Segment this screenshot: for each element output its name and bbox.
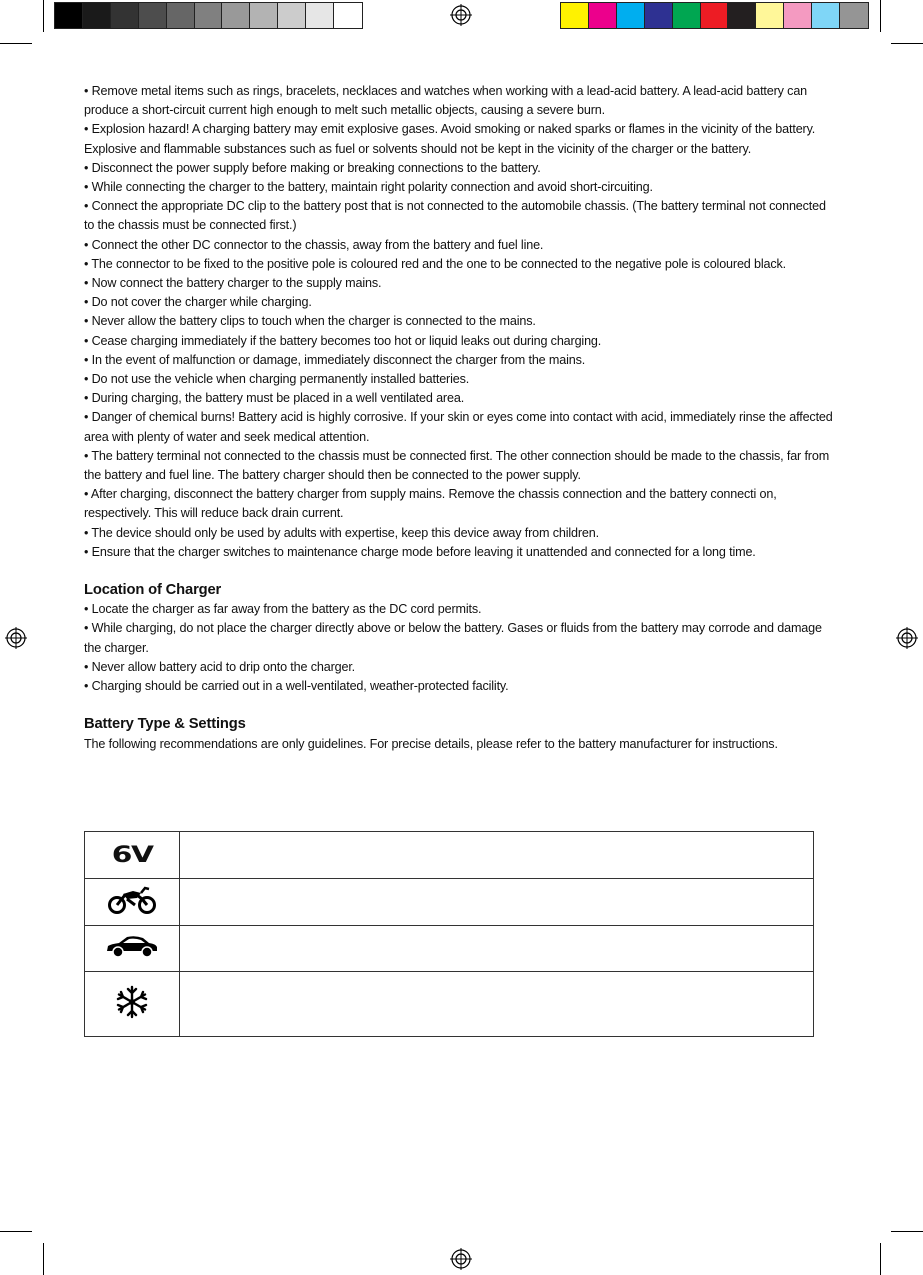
crop-mark	[880, 1243, 881, 1275]
crop-mark	[880, 0, 881, 32]
location-item: • While charging, do not place the charger directly above or below the battery. Gases or fluids from the battery may corrode and damage the charger.	[84, 621, 822, 655]
gray-swatch	[306, 3, 334, 28]
location-section-title: Location of Charger	[84, 582, 222, 599]
location-item: • Never allow battery acid to drip onto the charger.	[84, 659, 356, 674]
table-row	[85, 972, 814, 1037]
icon-cell	[85, 832, 180, 879]
battery-type-table	[84, 831, 814, 1037]
safety-item: • While connecting the charger to the battery, maintain right polarity connection and avoid short-circuiting.	[84, 180, 653, 195]
color-swatch	[784, 3, 812, 28]
battery-type-section-title: Battery Type & Settings	[84, 716, 246, 733]
gray-swatch	[167, 3, 195, 28]
gray-swatch	[222, 3, 250, 28]
location-item: • Charging should be carried out in a well-ventilated, weather-protected facility.	[84, 679, 509, 694]
safety-item: • Never allow the battery clips to touch when the charger is connected to the mains.	[84, 314, 536, 329]
table-cell	[179, 832, 813, 879]
registration-mark-icon	[450, 4, 472, 26]
location-instructions	[84, 600, 836, 696]
safety-item: • After charging, disconnect the battery charger from supply mains. Remove the chassis connection and the battery connecti on, respectively. This will reduce back drain current.	[84, 487, 777, 521]
safety-item: • Do not use the vehicle when charging permanently installed batteries.	[84, 372, 470, 387]
gray-calibration-bar	[54, 2, 363, 29]
color-calibration-bar	[560, 2, 869, 29]
motorcycle-icon	[107, 885, 157, 915]
safety-instructions	[84, 82, 836, 562]
manual-page-content	[84, 82, 836, 754]
gray-swatch	[139, 3, 167, 28]
color-swatch	[645, 3, 673, 28]
color-swatch	[840, 3, 868, 28]
color-swatch	[589, 3, 617, 28]
safety-item: • Danger of chemical burns! Battery acid is highly corrosive. If your skin or eyes come into contact with acid, immediately rinse the affected area with plenty of water and seek medical attention.	[84, 410, 833, 444]
safety-item: • Do not cover the charger while charging.	[84, 295, 312, 310]
safety-item: • Connect the other DC connector to the chassis, away from the battery and fuel line.	[84, 237, 544, 252]
icon-cell	[85, 972, 180, 1037]
crop-mark	[0, 43, 32, 44]
safety-item: • Remove metal items such as rings, bracelets, necklaces and watches when working with a lead-acid battery. A lead-acid battery can produce a short-circuit current high enough to melt such metallic objects, causing a severe burn.	[84, 84, 808, 118]
registration-mark-icon	[5, 627, 27, 649]
color-swatch	[673, 3, 701, 28]
icon-cell	[85, 926, 180, 972]
table-row	[85, 926, 814, 972]
safety-item: • The device should only be used by adults with expertise, keep this device away from children.	[84, 525, 599, 540]
safety-item: • Now connect the battery charger to the supply mains.	[84, 276, 382, 291]
safety-item: • Disconnect the power supply before making or breaking connections to the battery.	[84, 160, 541, 175]
registration-mark-icon	[896, 627, 918, 649]
table-row	[85, 879, 814, 926]
table-cell	[179, 972, 813, 1037]
snowflake-icon	[115, 985, 149, 1019]
color-swatch	[728, 3, 756, 28]
safety-item: • Connect the appropriate DC clip to the battery post that is not connected to the automobile chassis. (The battery terminal not connected to the chassis must be connected first.)	[84, 199, 826, 233]
crop-mark	[0, 1231, 32, 1232]
gray-swatch	[55, 3, 83, 28]
crop-mark	[891, 43, 923, 44]
gray-swatch	[278, 3, 306, 28]
gray-swatch	[334, 3, 362, 28]
crop-mark	[43, 0, 44, 32]
icon-cell	[85, 879, 180, 926]
safety-item: • Ensure that the charger switches to maintenance charge mode before leaving it unattended and connected for a long time.	[84, 544, 756, 559]
battery-type-intro: The following recommendations are only guidelines. For precise details, please refer to the battery manufacturer for instructions.	[84, 736, 778, 751]
gray-swatch	[111, 3, 139, 28]
color-swatch	[561, 3, 589, 28]
gray-swatch	[250, 3, 278, 28]
safety-item: • During charging, the battery must be placed in a well ventilated area.	[84, 391, 465, 406]
safety-item: • Explosion hazard! A charging battery may emit explosive gases. Avoid smoking or naked sparks or flames in the vicinity of the battery. Explosive and flammable substances such as fuel or solvents should not be kept in the vicinity of the charger or the battery.	[84, 122, 816, 156]
safety-item: • The battery terminal not connected to the chassis must be connected first. The other connection should be made to the chassis, far from the battery and fuel line. The battery charger should then be connected to the power supply.	[84, 448, 830, 483]
color-swatch	[701, 3, 729, 28]
table-row	[85, 832, 814, 879]
safety-item: • In the event of malfunction or damage, immediately disconnect the charger from the mains.	[84, 352, 586, 367]
crop-mark	[43, 1243, 44, 1275]
safety-item: • Cease charging immediately if the battery becomes too hot or liquid leaks out during charging.	[84, 333, 602, 348]
color-swatch	[617, 3, 645, 28]
table-cell	[179, 926, 813, 972]
6v-icon: 6V	[111, 842, 153, 868]
gray-swatch	[195, 3, 223, 28]
color-swatch	[812, 3, 840, 28]
crop-mark	[891, 1231, 923, 1232]
location-item: • Locate the charger as far away from the battery as the DC cord permits.	[84, 602, 482, 617]
color-swatch	[756, 3, 784, 28]
table-cell	[179, 879, 813, 926]
car-icon	[105, 933, 159, 959]
gray-swatch	[83, 3, 111, 28]
registration-mark-icon	[450, 1248, 472, 1270]
safety-item: • The connector to be fixed to the positive pole is coloured red and the one to be connected to the negative pole is coloured black.	[84, 256, 786, 271]
